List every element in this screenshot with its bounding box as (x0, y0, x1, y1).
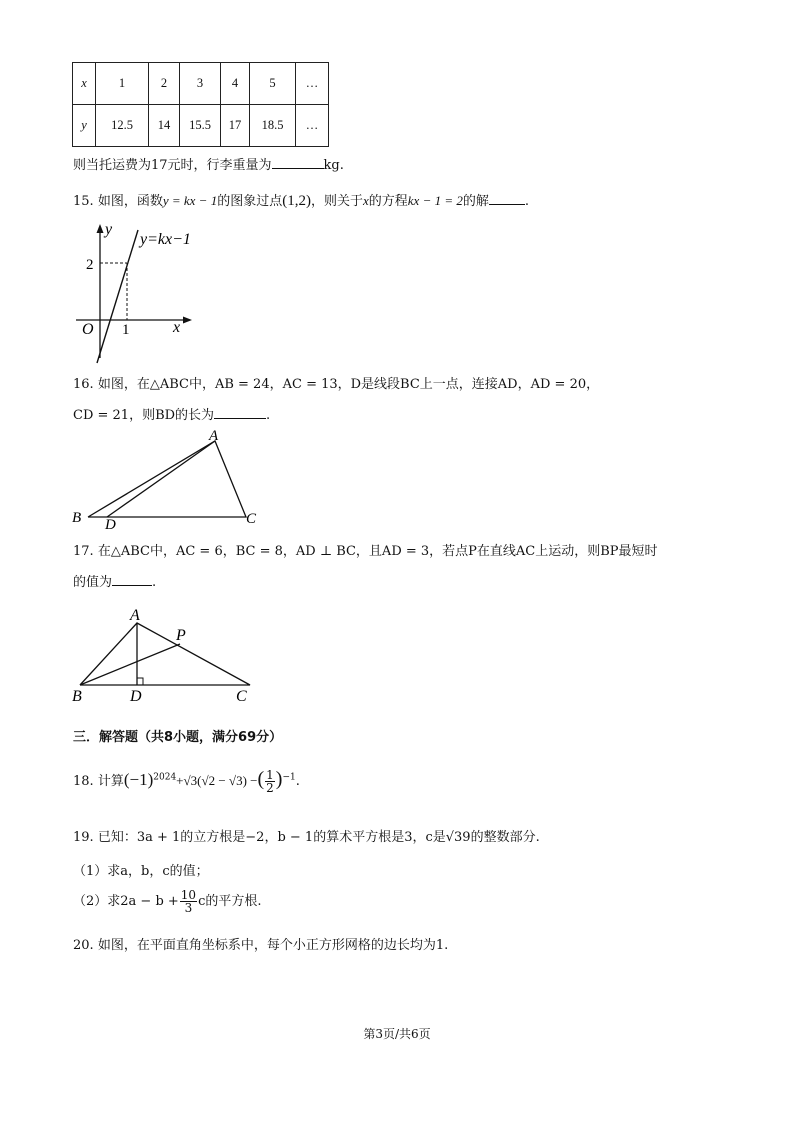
math-expression: kx − 1 = 2 (407, 193, 463, 208)
question-number: 17. (73, 544, 94, 559)
question-text: （2）求2a − b + (73, 894, 179, 909)
table-cell: … (296, 105, 329, 147)
fraction-numerator: 10 (180, 888, 197, 902)
fraction (180, 889, 197, 914)
table-cell: 15.5 (180, 105, 221, 147)
x-axis-label: x (173, 319, 181, 336)
vertex-label-a: A (130, 607, 140, 624)
question-text: ，则关于 (310, 194, 363, 209)
question-19-part2 (73, 889, 262, 914)
point-label-p: P (176, 627, 186, 644)
x-axis-arrow-icon (183, 317, 192, 324)
question-19 (73, 826, 540, 845)
fraction-denominator: 3 (184, 901, 193, 915)
point-label-d: D (130, 688, 142, 705)
point-label-d: D (105, 517, 116, 533)
question-text: 在△ABC中，AC = 6，BC = 8，AD ⊥ BC，且AD = 3，若点P在直线AC上运动，则BP最短时 (97, 544, 658, 559)
exponent: −1 (282, 772, 296, 783)
question-text: 如图，在△ABC中，AB = 24，AC = 13，D是线段BC上一点，连接AD，AD = 20， (97, 377, 600, 392)
page-footer: 第3页/共6页 (363, 1027, 431, 1041)
vertex-label-b: B (72, 688, 82, 705)
table-cell: 1 (96, 63, 149, 105)
figure-17-triangle (70, 602, 270, 710)
tick-label-y: 2 (86, 257, 94, 273)
y-axis-arrow-icon (97, 224, 104, 233)
vertex-label-a: A (209, 428, 219, 444)
table-cell: 12.5 (96, 105, 149, 147)
vertex-label-c: C (236, 688, 247, 705)
right-angle-mark-icon (137, 678, 143, 685)
unit-text: kg. (323, 158, 344, 173)
question-16-line2: CD = 21，则BD的长为 . (73, 408, 271, 423)
vertex-label-c: C (246, 511, 257, 527)
table-cell: 14 (149, 105, 180, 147)
function-line (97, 230, 138, 363)
question-text: 的值为 (73, 575, 113, 590)
segment-ad (107, 441, 215, 517)
vertex-label-b: B (72, 510, 82, 526)
question-15: 15. 如图，函数y = kx − 1的图象过点(1,2)，则关于x的方程kx − 1 = 2的解 . (73, 193, 530, 209)
math-expression: y = kx − 1 (162, 193, 218, 208)
exponent: 2024 (153, 772, 177, 783)
question-text: 的解 (462, 194, 489, 209)
figure-16-triangle (70, 425, 270, 535)
math-expression: (1,2) (282, 193, 311, 209)
question-text: CD = 21，则BD的长为 (73, 408, 215, 423)
figure-15-graph (70, 220, 210, 365)
tick-label-x: 1 (122, 322, 130, 338)
question-number: 19. (73, 830, 94, 845)
question-text: 如图，在平面直角坐标系中，每个小正方形网格的边长均为1. (97, 938, 449, 953)
math-variable: x (362, 193, 369, 208)
triangle-abc (88, 441, 246, 517)
line-label: y=kx−1 (140, 231, 191, 248)
table-cell: 18.5 (250, 105, 296, 147)
question-17-line2: 的值为 . (73, 575, 157, 590)
answer-blank (214, 418, 266, 419)
answer-blank (112, 585, 152, 586)
value-table (72, 62, 329, 147)
fraction-numerator: 1 (266, 768, 274, 782)
fraction-denominator: 2 (266, 781, 274, 795)
table-row-x (73, 63, 329, 105)
triangle-abc (80, 623, 250, 685)
answer-blank (489, 204, 525, 205)
question-number: 15. (73, 194, 94, 209)
question-number: 20. (73, 938, 94, 953)
question-19-part1 (73, 860, 209, 879)
table-cell: 17 (221, 105, 250, 147)
question-14-tail (73, 154, 344, 173)
question-text: 则当托运费为17元时，行李重量为 (73, 158, 272, 173)
question-text: c的平方根. (198, 894, 262, 909)
question-18: 18. 计算$(-1)^{2024}+√3(√2 - √3)$ −( $\frac{1}{2}$ )$^{-1}$. (73, 768, 300, 795)
table-cell: … (296, 63, 329, 105)
table-cell: 3 (180, 63, 221, 105)
table-cell: x (73, 63, 96, 105)
question-text: （1）求a，b，c的值； (73, 864, 209, 879)
table-cell: 2 (149, 63, 180, 105)
question-16 (73, 373, 599, 392)
question-label: 计算 (97, 774, 124, 789)
y-axis-label: y (105, 221, 113, 238)
table-cell: 4 (221, 63, 250, 105)
question-text: 的图象过点 (217, 194, 283, 209)
table-cell: y (73, 105, 96, 147)
question-text: 已知：3a + 1的立方根是−2，b − 1的算术平方根是3，c是√39的整数部分. (97, 830, 540, 845)
segment-bp (80, 644, 180, 685)
origin-label: O (82, 321, 94, 338)
table-row-y (73, 105, 329, 147)
question-17 (73, 540, 658, 559)
math-expression: +√3(√2 − √3) − (176, 773, 258, 788)
fraction (265, 769, 275, 794)
section-heading: 三．解答题（共8小题，满分69分） (73, 730, 283, 745)
question-text: 的方程 (368, 194, 408, 209)
question-number: 18. (73, 774, 94, 789)
question-20 (73, 934, 448, 953)
answer-blank (272, 168, 324, 169)
question-text: 如图，函数 (97, 194, 163, 209)
question-number: 16. (73, 377, 94, 392)
table-cell: 5 (250, 63, 296, 105)
